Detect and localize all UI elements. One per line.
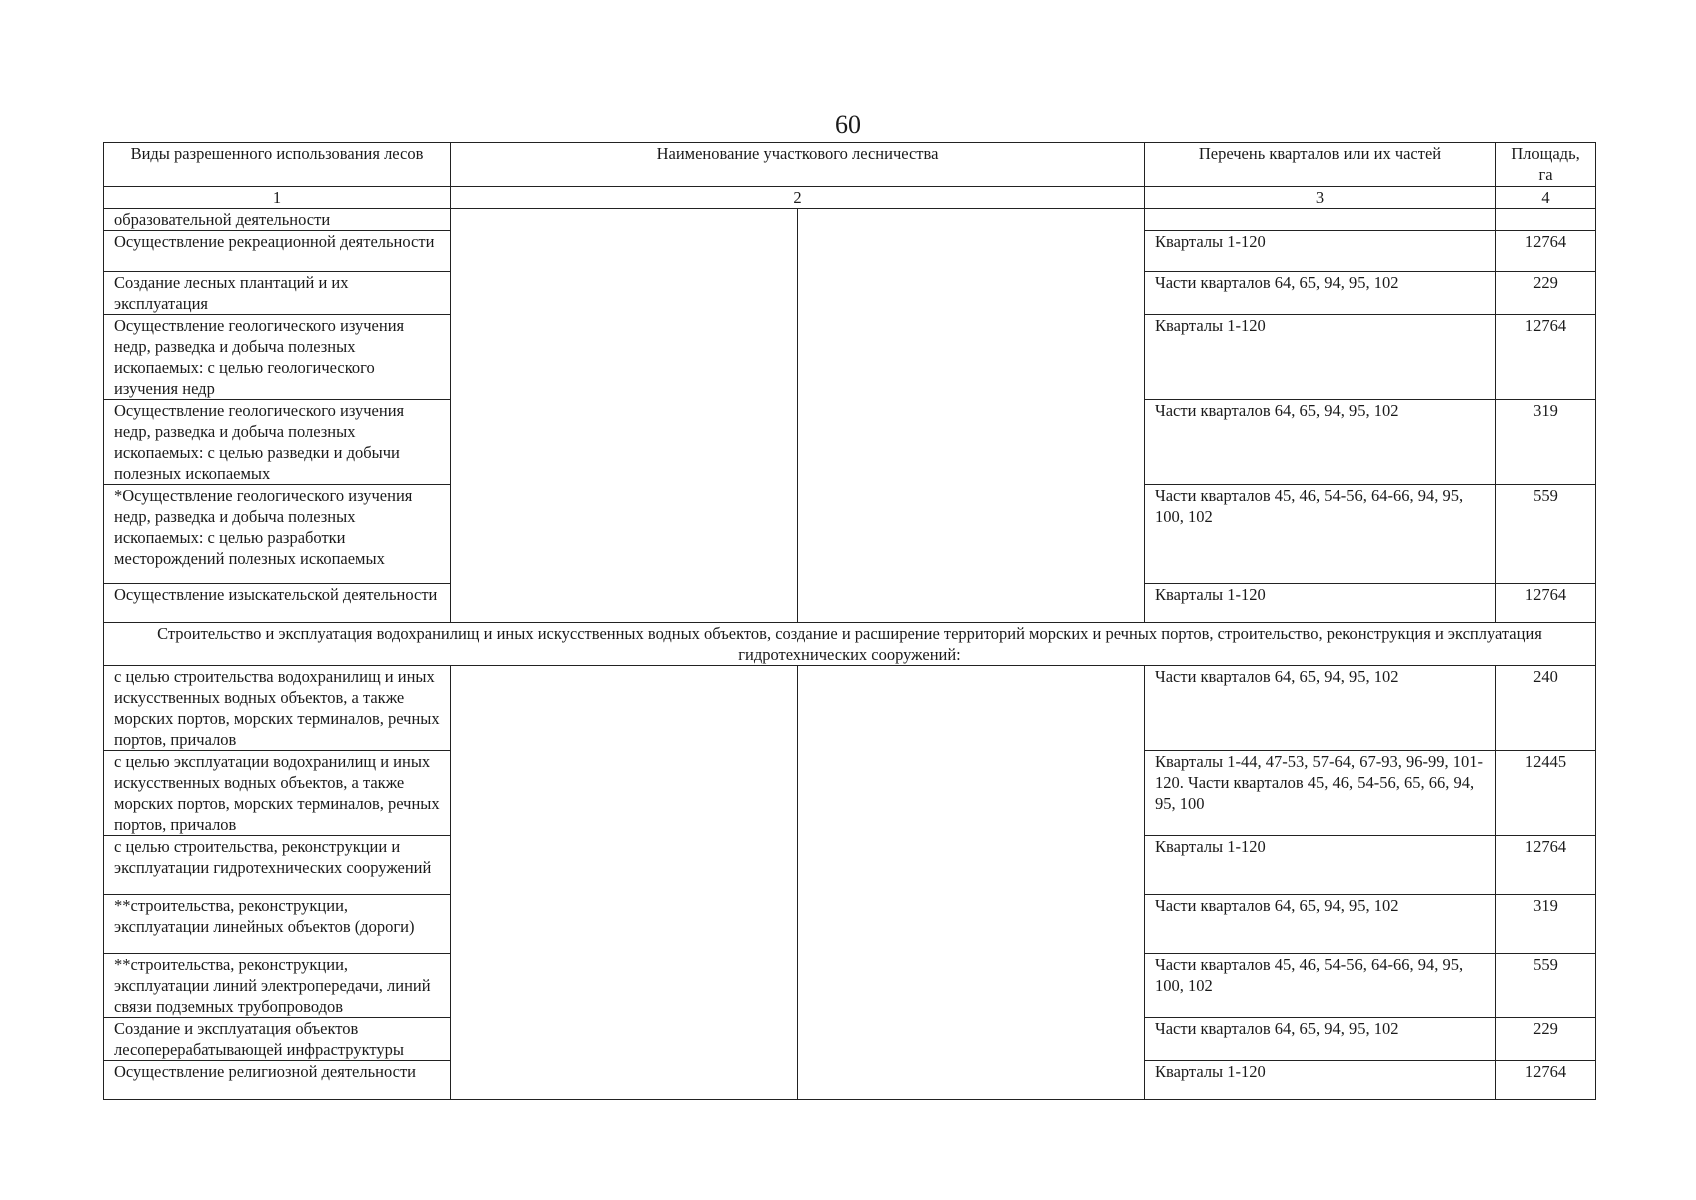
forestry-name-cell-left bbox=[451, 209, 798, 623]
page-number: 60 bbox=[835, 110, 861, 139]
area-cell: 12764 bbox=[1496, 1061, 1596, 1100]
area-cell: 319 bbox=[1496, 400, 1596, 485]
section-row bbox=[104, 623, 1596, 666]
forest-use-cell: **строительства, реконструкции, эксплуатации линий электропередачи, линий связи подземных трубопроводов bbox=[104, 954, 451, 1018]
forestry-name-cell-right bbox=[798, 666, 1145, 1100]
forest-use-table bbox=[103, 142, 1596, 1100]
table-row bbox=[104, 209, 1596, 231]
forest-use-cell: Осуществление геологического изучения недр, разведка и добыча полезных ископаемых: с целью разведки и добычи полезных ископаемых bbox=[104, 400, 451, 485]
quarters-cell: Части кварталов 64, 65, 94, 95, 102 bbox=[1145, 1018, 1496, 1061]
quarters-cell: Кварталы 1-120 bbox=[1145, 584, 1496, 623]
forestry-name-cell-left bbox=[451, 666, 798, 1100]
quarters-cell: Кварталы 1-120 bbox=[1145, 231, 1496, 272]
area-cell: 12764 bbox=[1496, 584, 1596, 623]
forest-use-cell: Осуществление изыскательской деятельности bbox=[104, 584, 451, 623]
header-quarters-list: Перечень кварталов или их частей bbox=[1145, 143, 1496, 187]
section-title: Строительство и эксплуатация водохранилищ и иных искусственных водных объектов, создание и расширение территорий морских и речных портов, строительство, реконструкция и эксплуатация гидротехнических сооружений: bbox=[104, 623, 1596, 666]
quarters-cell: Части кварталов 45, 46, 54-56, 64-66, 94, 95, 100, 102 bbox=[1145, 485, 1496, 584]
area-cell: 559 bbox=[1496, 954, 1596, 1018]
area-cell: 12764 bbox=[1496, 315, 1596, 400]
quarters-cell: Кварталы 1-44, 47-53, 57-64, 67-93, 96-99, 101-120. Части кварталов 45, 46, 54-56, 65, 66, 94, 95, 100 bbox=[1145, 751, 1496, 836]
forest-use-cell: Осуществление религиозной деятельности bbox=[104, 1061, 451, 1100]
header-forest-use-types: Виды разрешенного использования лесов bbox=[104, 143, 451, 187]
quarters-cell: Кварталы 1-120 bbox=[1145, 1061, 1496, 1100]
forest-use-cell: с целью эксплуатации водохранилищ и иных искусственных водных объектов, а также морских портов, морских терминалов, речных портов, причалов bbox=[104, 751, 451, 836]
forest-use-cell: образовательной деятельности bbox=[104, 209, 451, 231]
forest-use-cell: **строительства, реконструкции, эксплуатации линейных объектов (дороги) bbox=[104, 895, 451, 954]
forest-use-cell: с целью строительства, реконструкции и эксплуатации гидротехнических сооружений bbox=[104, 836, 451, 895]
area-cell: 319 bbox=[1496, 895, 1596, 954]
column-index-row bbox=[104, 187, 1596, 209]
quarters-cell: Части кварталов 45, 46, 54-56, 64-66, 94, 95, 100, 102 bbox=[1145, 954, 1496, 1018]
table-body-b bbox=[104, 666, 1596, 1100]
forestry-name-cell-right bbox=[798, 209, 1145, 623]
quarters-cell: Кварталы 1-120 bbox=[1145, 836, 1496, 895]
forest-use-cell: Осуществление рекреационной деятельности bbox=[104, 231, 451, 272]
header-forestry-name: Наименование участкового лесничества bbox=[451, 143, 1145, 187]
quarters-cell bbox=[1145, 209, 1496, 231]
header-area: Площадь, га bbox=[1496, 143, 1596, 187]
quarters-cell: Части кварталов 64, 65, 94, 95, 102 bbox=[1145, 400, 1496, 485]
quarters-cell: Части кварталов 64, 65, 94, 95, 102 bbox=[1145, 666, 1496, 751]
column-index: 2 bbox=[451, 187, 1145, 209]
quarters-cell: Части кварталов 64, 65, 94, 95, 102 bbox=[1145, 272, 1496, 315]
area-cell bbox=[1496, 209, 1596, 231]
area-cell: 12764 bbox=[1496, 836, 1596, 895]
forest-use-cell: Создание лесных плантаций и их эксплуатация bbox=[104, 272, 451, 315]
quarters-cell: Кварталы 1-120 bbox=[1145, 315, 1496, 400]
area-cell: 240 bbox=[1496, 666, 1596, 751]
column-index: 4 bbox=[1496, 187, 1596, 209]
table-body-a bbox=[104, 209, 1596, 623]
column-index: 1 bbox=[104, 187, 451, 209]
table-header-row bbox=[104, 143, 1596, 187]
column-index: 3 bbox=[1145, 187, 1496, 209]
area-cell: 229 bbox=[1496, 272, 1596, 315]
forest-use-cell: с целью строительства водохранилищ и иных искусственных водных объектов, а также морских портов, морских терминалов, речных портов, причалов bbox=[104, 666, 451, 751]
table-row bbox=[104, 666, 1596, 751]
forest-use-cell: Осуществление геологического изучения недр, разведка и добыча полезных ископаемых: с целью геологического изучения недр bbox=[104, 315, 451, 400]
forest-use-cell: Создание и эксплуатация объектов лесоперерабатывающей инфраструктуры bbox=[104, 1018, 451, 1061]
area-cell: 559 bbox=[1496, 485, 1596, 584]
quarters-cell: Части кварталов 64, 65, 94, 95, 102 bbox=[1145, 895, 1496, 954]
area-cell: 229 bbox=[1496, 1018, 1596, 1061]
area-cell: 12445 bbox=[1496, 751, 1596, 836]
area-cell: 12764 bbox=[1496, 231, 1596, 272]
forest-use-cell: *Осуществление геологического изучения недр, разведка и добыча полезных ископаемых: с целью разработки месторождений полезных ископаемых bbox=[104, 485, 451, 584]
